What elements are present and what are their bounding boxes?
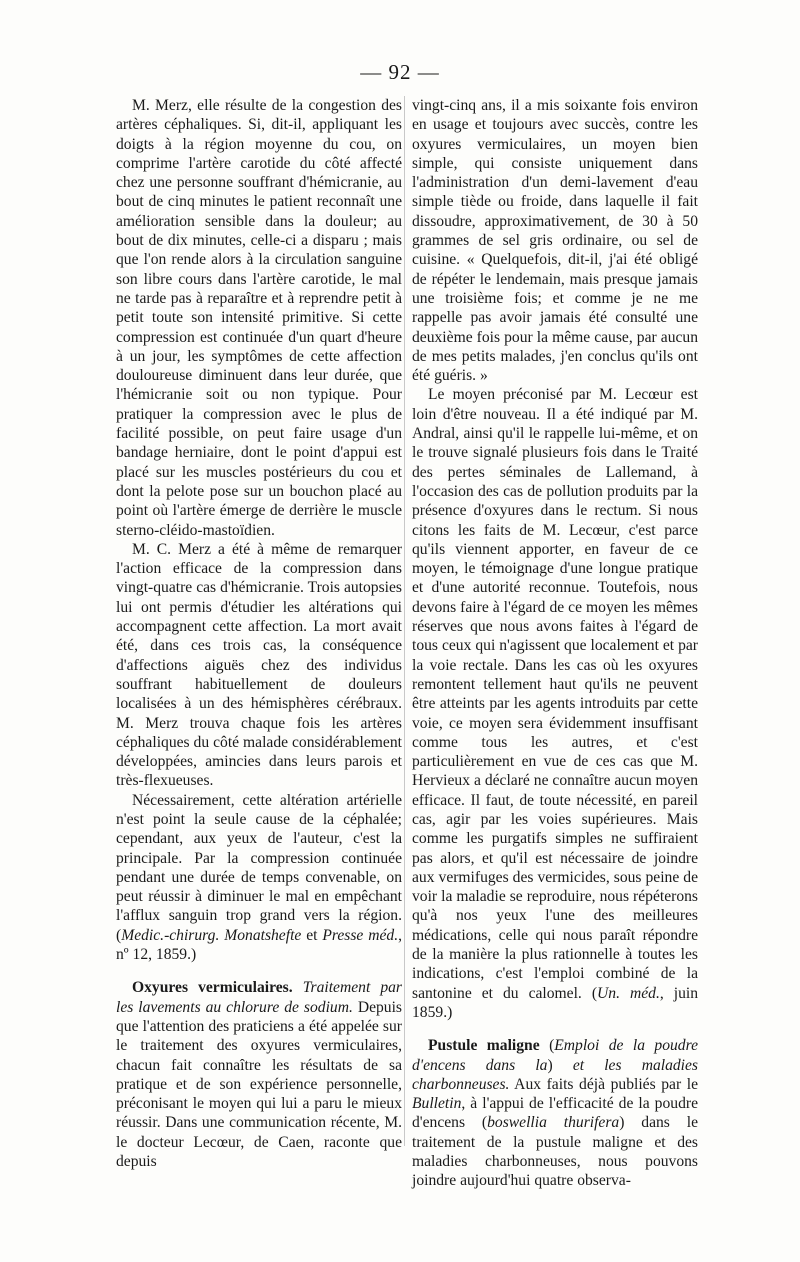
page-number: — 92 — [360,60,440,84]
paragraph-p7 [412,1036,698,1190]
paragraph-p5 [412,96,698,385]
italic-text: Emploi de la poudre d'encens dans la [412,1037,698,1074]
column-divider [404,96,405,1146]
text-run: ) dans le traitement de la pustule maligne et des maladies charbonneuses, nous pouvons joindre aujourd'hui quatre observa- [412,1114,699,1190]
italic-text: Bulletin [412,1095,462,1113]
text-run: , à l'appui de l'efficacité de la poudre d'encens ( [412,1095,698,1132]
text-run: M. C. Merz a été à même de remarquer l'action efficace de la compression dans vingt-quatre cas d'hémicranie. Trois autopsies lui ont permis d'étudier les altérations qui accompagnent cette affection. La mort avait été, dans ces trois cas, la conséquence d'affections aiguës chez des individus souffrant habituellement de douleurs localisées à un des hémisphères cérébraux. M. Merz trouva chaque fois les artères céphaliques du côté malade considérablement développées, amincies dans leurs parois et très-flexueuses. [116,540,402,790]
paragraph-p4 [116,978,402,1171]
text-run: et [301,926,323,944]
italic-text: Un. méd. [597,984,660,1002]
italic-text: Presse méd. [322,926,399,944]
paragraph-p3 [116,791,402,965]
text-run: , nº 12, 1859.) [116,926,402,964]
text-run: Aux faits déjà publiés par le [509,1075,698,1093]
paragraph-p6 [412,385,698,1022]
left-column [116,96,402,1171]
right-column [412,96,698,1191]
section-heading: Pustule maligne [428,1037,540,1055]
text-run: Depuis que l'attention des praticiens a été appelée sur le traitement des oxyures vermiculaires, chacun fait connaître les résultats de sa pratique et de son expérience personnelle, préconisant le moyen qui lui a paru le mieux réussir. Dans une communication récente, M. le docteur Lecœur, de Caen, raconte que depuis [116,998,402,1171]
italic-text: Medic.-chirurg. Monatshefte [121,926,302,944]
text-run: ( [539,1037,555,1055]
text-run: Nécessairement, cette altération artérielle n'est point la seule cause de la céphalée; cependant, aux yeux de l'auteur, c'est la principale. Par la compression continuée pendant une durée de temps convenable, on peut réussir à diminuer le mal en empêchant l'afflux sanguin trop grand vers la région. ( [116,791,402,944]
paragraph-p2 [116,540,402,791]
italic-text: boswellia thurifera [487,1114,620,1132]
italic-text: Traitement par les lavements au chlorure de sodium. [116,979,402,1016]
text-run: vingt-cinq ans, il a mis soixante fois environ en usage et toujours avec succès, contre les oxyures vermiculaires, un moyen bien simple, qui consiste uniquement dans l'administration d'un demi-lavement d'eau simple tiède ou froide, dans laquelle il fait dissoudre, approximativement, de 30 à 50 grammes de sel gris ordinaire, ou sel de cuisine. « Quelquefois, dit-il, j'ai été obligé de répéter le lendemain, mais presque jamais une troisième fois; et comme je ne me rappelle pas avoir jamais été consulté une deuxième fois pour la même cause, par aucun de mes petits malades, j'en conclus qu'ils ont été guéris. » [412,97,698,385]
section-heading: Oxyures vermiculaires. [132,979,293,997]
italic-text: et les maladies charbonneuses. [412,1056,698,1093]
text-run: Le moyen préconisé par M. Lecœur est loin d'être nouveau. Il a été indiqué par M. Andral, ainsi qu'il le rappelle lui-même, et on le trouve signalé plusieurs fois dans le Traité des pertes séminales de Lallemand, à l'occasion des cas de pollution produits par la présence d'oxyures dans le rectum. Si nous citons les faits de M. Lecœur, c'est parce qu'ils viennent apporter, en faveur de ce moyen, le témoignage d'une longue pratique et d'une autorité reconnue. Toutefois, nous devons faire à l'égard de ce moyen les mêmes réserves que nous avons faites à l'égard de tous ceux qui n'agissent que localement et par la voie rectale. Dans les cas où les oxyures remontent tellement haut qu'ils ne peuvent être atteints par les agents introduits par cette voie, ce moyen sera évidemment insuffisant comme tous les autres, et c'est particulièrement en vue de ces cas que M. Hervieux a déclaré ne connaître aucun moyen efficace. Il faut, de toute nécessité, en pareil cas, agir par les voies supérieures. Mais comme les purgatifs simples ne suffiraient pas alors, et qu'il est nécessaire de joindre aux vermifuges des vermicides, sous peine de voir la maladie se reproduire, nous répéterons qu'à nos yeux l'une des meilleures médications, celle qui nous paraît répondre de la manière la plus rationnelle à toutes les indications, c'est l'emploi combiné de la santonine et du calomel. ( [412,386,698,1002]
text-run: ) [547,1056,573,1074]
paragraph-p1 [116,96,402,540]
text-run: M. Merz, elle résulte de la congestion des artères céphaliques. Si, dit-il, appliquant les doigts à la région moyenne du cou, on comprime l'artère carotide du côté affecté chez une personne souffrant d'hémicranie, au bout de cinq minutes le patient reconnaît une amélioration sensible dans la douleur; au bout de dix minutes, celle-ci a disparu ; mais que l'on rende alors à la circulation sanguine son libre cours dans l'artère carotide, le mal ne tarde pas à reparaître et à reprendre petit à petit toute son intensité primitive. Si cette compression est continuée d'un quart d'heure à un jour, les symptômes de cette affection douloureuse diminuent dans leur durée, que l'hémicranie soit ou non typique. Pour pratiquer la compression avec le plus de facilité possible, on peut faire usage d'un bandage herniaire, dont le point d'appui est placé sur les muscles postérieurs du cou et dont la pelote pose sur un bouchon placé au point où l'artère émerge de derrière le muscle sterno-cléido-mastoïdien. [116,97,402,539]
text-run: , juin 1859.) [412,984,698,1021]
